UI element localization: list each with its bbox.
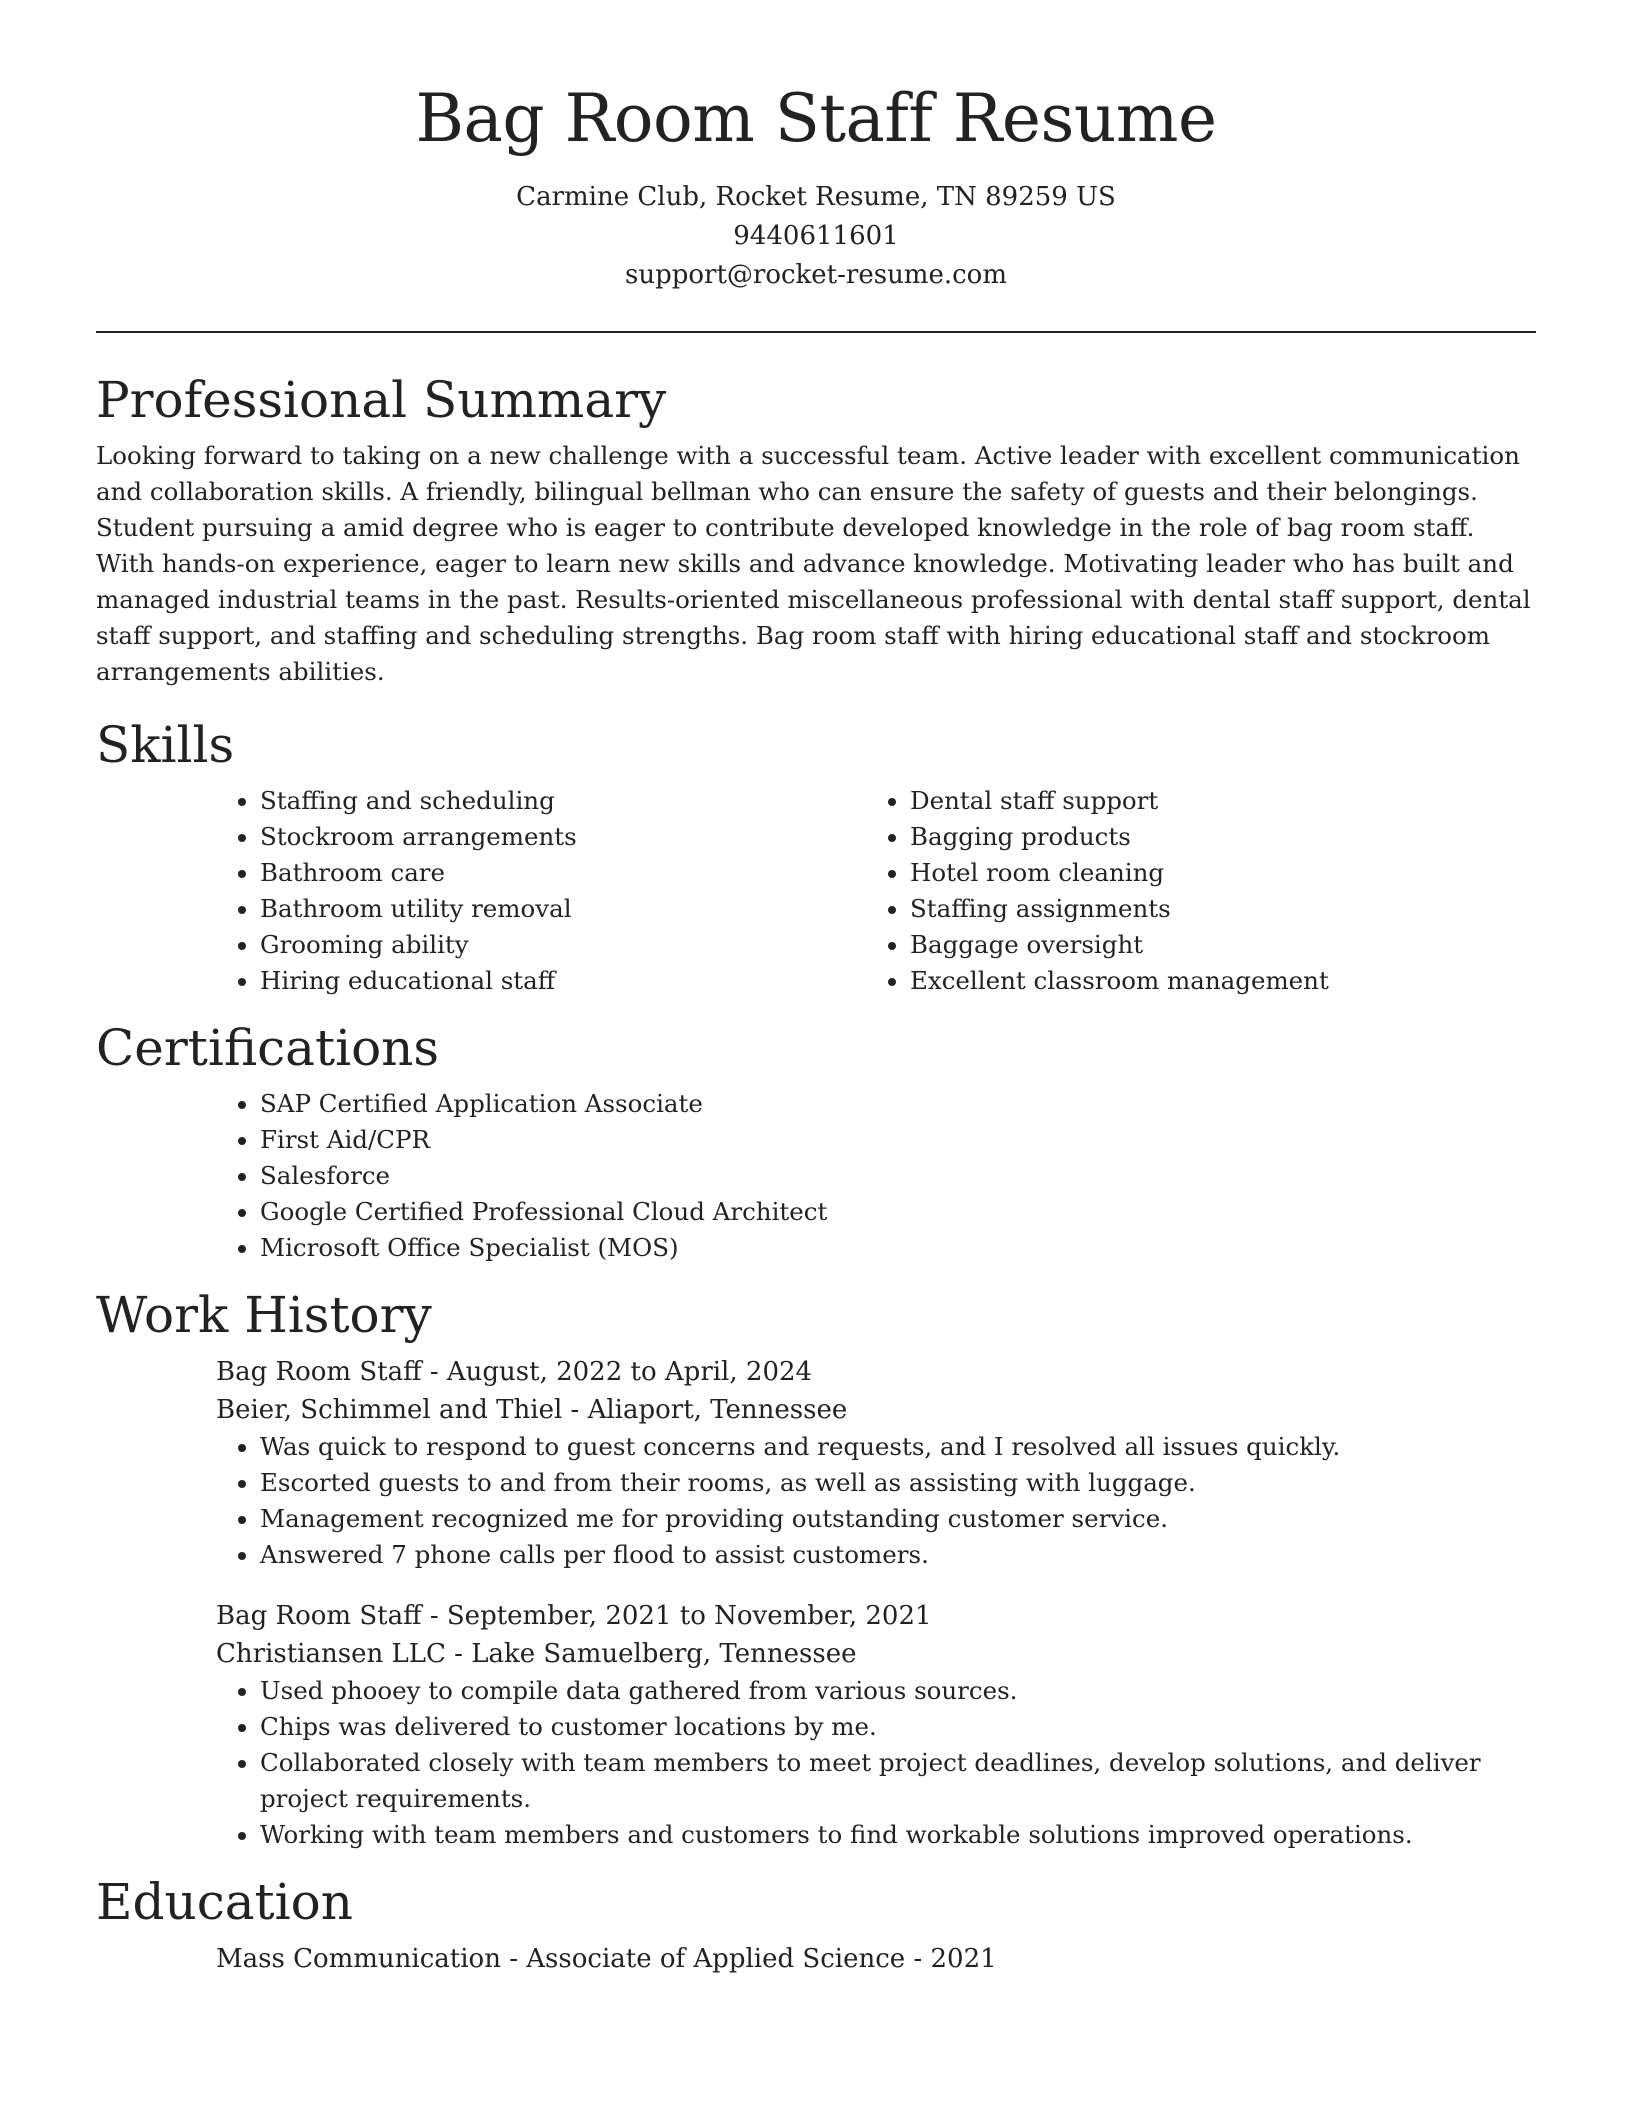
job-duty-item: • Escorted guests to and from their rooms, as well as assisting with luggage. [260,1465,1536,1501]
education-body [216,1940,1536,1978]
contact-phone: 9440611601 [733,221,899,251]
contact-address: Carmine Club, Rocket Resume, TN 89259 US [516,182,1116,212]
certifications-heading: Certifications [96,1019,440,1077]
job-duty-item: • Collaborated closely with team members to meet project deadlines, develop solutions, and deliver project requirements. [260,1745,1536,1817]
work-history-body [216,1353,1536,1853]
summary-heading: Professional Summary [96,371,667,429]
certifications-section [96,1021,1536,1266]
skill-item: • Grooming ability [260,927,866,963]
job-title-dates: Bag Room Staff - September, 2021 to November, 2021 [216,1601,932,1631]
resume-header [96,0,1536,295]
education-section [96,1875,1536,1978]
job-title-dates: Bag Room Staff - August, 2022 to April, 2024 [216,1357,813,1387]
certification-item: • SAP Certified Application Associate [260,1086,1536,1122]
job-duty-item: • Used phooey to compile data gathered from various sources. [260,1673,1536,1709]
skill-item: • Excellent classroom management [910,963,1516,999]
job-entry [216,1353,1536,1573]
job-company-location: Beier, Schimmel and Thiel - Aliaport, Tennessee [216,1395,848,1425]
skill-item: • Stockroom arrangements [260,819,866,855]
certification-item: • First Aid/CPR [260,1122,1536,1158]
certification-item: • Microsoft Office Specialist (MOS) [260,1230,1536,1266]
skills-column-left [216,783,866,999]
job-duty-item: • Answered 7 phone calls per flood to assist customers. [260,1537,1536,1573]
contact-block [96,178,1536,295]
job-duties-list [216,1429,1536,1573]
skills-section [96,718,1536,999]
work-history-section [96,1288,1536,1853]
summary-text: Looking forward to taking on a new challenge with a successful team. Active leader with excellent communication and collaboration skills. A friendly, bilingual bellman who can ensure the safety of guests and their belongings. Student pursuing a amid degree who is eager to contribute developed knowledge in the role of bag room staff. With hands-on experience, eager to learn new skills and advance knowledge. Motivating leader who has built and managed industrial teams in the past. Results-oriented miscellaneous professional with dental staff support, dental staff support, and staffing and scheduling strengths. Bag room staff with hiring educational staff and stockroom arrangements abilities. [96,441,1531,686]
skills-heading: Skills [96,716,235,774]
skills-column-right [866,783,1516,999]
job-duty-item: • Management recognized me for providing outstanding customer service. [260,1501,1536,1537]
skills-list-right [866,783,1516,999]
certification-item: • Google Certified Professional Cloud Architect [260,1194,1536,1230]
education-entry: Mass Communication - Associate of Applied Science - 2021 [216,1944,997,1974]
skill-item: • Dental staff support [910,783,1516,819]
skill-item: • Staffing and scheduling [260,783,866,819]
skills-grid [216,783,1536,999]
job-entry [216,1597,1536,1853]
certification-item: • Salesforce [260,1158,1536,1194]
contact-email: support@rocket-resume.com [624,260,1007,290]
skill-item: • Staffing assignments [910,891,1516,927]
skills-list-left [216,783,866,999]
job-duty-item: • Chips was delivered to customer locations by me. [260,1709,1536,1745]
skill-item: • Bagging products [910,819,1516,855]
skill-item: • Baggage oversight [910,927,1516,963]
job-duty-item: • Was quick to respond to guest concerns and requests, and I resolved all issues quickly. [260,1429,1536,1465]
job-company-location: Christiansen LLC - Lake Samuelberg, Tennessee [216,1639,857,1669]
skill-item: • Hiring educational staff [260,963,866,999]
job-duty-item: • Working with team members and customers to find workable solutions improved operations. [260,1817,1536,1853]
header-divider [96,331,1536,333]
skill-item: • Hotel room cleaning [910,855,1516,891]
education-heading: Education [96,1873,353,1931]
skill-item: • Bathroom utility removal [260,891,866,927]
summary-section [96,373,1536,690]
work-history-heading: Work History [96,1286,432,1344]
skill-item: • Bathroom care [260,855,866,891]
job-duties-list [216,1673,1536,1853]
certifications-body [216,1086,1536,1266]
resume-page [96,0,1536,1978]
certifications-list [216,1086,1536,1266]
resume-title: Bag Room Staff Resume [415,80,1217,157]
